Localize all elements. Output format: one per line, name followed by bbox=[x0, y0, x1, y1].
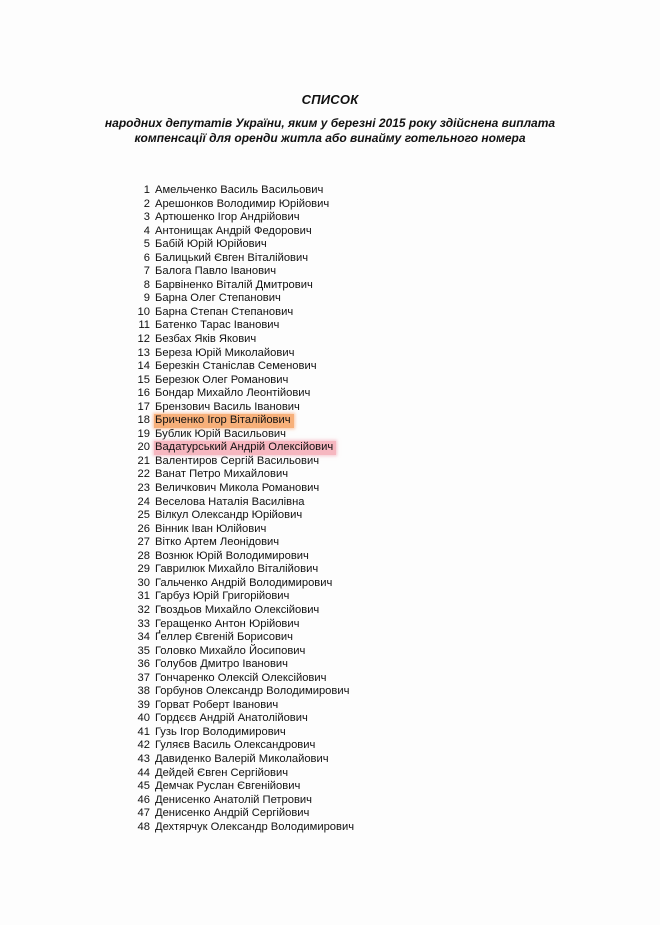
list-item-number: 24 bbox=[137, 495, 150, 508]
list-item bbox=[128, 563, 357, 577]
list-item-number: 35 bbox=[137, 644, 150, 657]
deputy-name: Величкович Микола Романович bbox=[155, 482, 320, 495]
list-item-number: 21 bbox=[137, 454, 150, 467]
list-item bbox=[128, 279, 357, 293]
list-item bbox=[128, 198, 357, 212]
list-item bbox=[128, 509, 357, 523]
deputy-name: Вілкул Олександр Юрійович bbox=[155, 509, 303, 522]
deputy-name: Амельченко Василь Васильович bbox=[155, 184, 324, 196]
list-item-number: 5 bbox=[143, 238, 150, 251]
list-item bbox=[128, 319, 357, 333]
list-item bbox=[128, 807, 357, 821]
deputy-name: Головко Михайло Йосипович bbox=[155, 644, 306, 657]
deputy-name: Горбунов Олександр Володимирович bbox=[155, 685, 350, 698]
list-item bbox=[128, 252, 357, 266]
deputy-name: Ґеллер Євгеній Борисович bbox=[155, 631, 293, 644]
list-item bbox=[128, 672, 357, 686]
list-item bbox=[128, 618, 357, 632]
list-item bbox=[128, 468, 357, 482]
deputy-name: Денисенко Анатолій Петрович bbox=[155, 793, 313, 806]
deputy-name: Денисенко Андрій Сергійович bbox=[155, 807, 310, 820]
deputy-name: Дейдей Євген Сергійович bbox=[155, 766, 289, 779]
list-item-number: 20 bbox=[137, 441, 150, 454]
list-item bbox=[128, 631, 357, 645]
list-item bbox=[128, 712, 357, 726]
list-item-number: 38 bbox=[137, 685, 150, 698]
highlighted-deputy-name: Бриченко Ігор Віталійович bbox=[154, 414, 294, 428]
list-item-number: 23 bbox=[137, 482, 150, 495]
list-item-number: 15 bbox=[137, 373, 150, 386]
list-item-number: 37 bbox=[137, 671, 150, 684]
list-item bbox=[128, 590, 357, 604]
deputy-name: Балицький Євген Віталійович bbox=[155, 251, 309, 264]
list-item bbox=[128, 225, 357, 239]
list-item-number: 44 bbox=[137, 766, 150, 779]
deputy-name: Бублик Юрій Васильович bbox=[155, 427, 286, 440]
list-item-number: 30 bbox=[137, 576, 150, 589]
deputy-name: Брензович Василь Іванович bbox=[155, 400, 300, 413]
deputy-name: Гальченко Андрій Володимирович bbox=[155, 576, 333, 589]
list-item-number: 18 bbox=[137, 414, 150, 427]
list-item-number: 45 bbox=[137, 780, 150, 793]
list-item bbox=[128, 374, 357, 388]
deputy-name: Геращенко Антон Юрійович bbox=[155, 617, 300, 630]
list-item bbox=[128, 387, 357, 401]
list-item bbox=[128, 645, 357, 659]
deputy-name: Артюшенко Ігор Андрійович bbox=[155, 211, 300, 224]
list-item bbox=[128, 767, 357, 781]
deputy-name: Гвоздьов Михайло Олексійович bbox=[155, 603, 320, 616]
list-item-number: 14 bbox=[137, 360, 150, 373]
list-item bbox=[128, 536, 357, 550]
deputy-name: Гарбуз Юрій Григорійович bbox=[155, 590, 290, 603]
deputy-name: Веселова Наталія Василівна bbox=[155, 495, 305, 508]
deputy-name: Ванат Петро Михайлович bbox=[155, 468, 289, 481]
list-item-number: 36 bbox=[137, 658, 150, 671]
document-title: СПИСОК bbox=[301, 92, 359, 107]
list-item-number: 29 bbox=[137, 563, 150, 576]
deputy-name: Безбах Яків Якович bbox=[155, 333, 257, 346]
list-item-number: 4 bbox=[143, 224, 150, 237]
deputy-name: Березкін Станіслав Семенович bbox=[155, 360, 317, 373]
list-item-number: 22 bbox=[137, 468, 150, 481]
deputy-name: Бондар Михайло Леонтійович bbox=[155, 387, 311, 400]
highlighted-deputy-name: Вадатурський Андрій Олексійович bbox=[154, 441, 336, 455]
deputy-name: Дехтярчук Олександр Володимирович bbox=[155, 820, 355, 833]
list-item bbox=[128, 496, 357, 510]
list-item bbox=[128, 211, 357, 225]
list-item-number: 13 bbox=[137, 346, 150, 359]
list-item bbox=[128, 821, 357, 835]
list-item bbox=[128, 685, 357, 699]
list-item bbox=[128, 523, 357, 537]
deputy-name: Демчак Руслан Євгенійович bbox=[155, 780, 301, 793]
list-item-number: 19 bbox=[137, 427, 150, 440]
deputy-name: Гаврилюк Михайло Віталійович bbox=[155, 563, 319, 576]
list-item bbox=[128, 780, 357, 794]
list-item-number: 40 bbox=[137, 712, 150, 725]
list-item-number: 9 bbox=[143, 292, 150, 305]
list-item-number: 31 bbox=[137, 590, 150, 603]
deputy-name: Балога Павло Іванович bbox=[155, 265, 277, 278]
list-item bbox=[128, 455, 357, 469]
list-item bbox=[128, 333, 357, 347]
list-item-number: 28 bbox=[137, 549, 150, 562]
document-subtitle bbox=[40, 116, 620, 146]
subtitle-line-1: народних депутатів України, яким у березні 2015 року здійснена виплата bbox=[104, 116, 556, 130]
list-item bbox=[128, 347, 357, 361]
list-item bbox=[128, 726, 357, 740]
list-item-number: 12 bbox=[137, 333, 150, 346]
deputy-name: Вінник Іван Юлійович bbox=[155, 522, 267, 535]
list-item-number: 10 bbox=[137, 305, 150, 318]
list-item-number: 26 bbox=[137, 522, 150, 535]
list-item-number: 3 bbox=[143, 211, 150, 224]
deputy-name: Арешонков Володимир Юрійович bbox=[155, 197, 330, 210]
list-item bbox=[128, 550, 357, 564]
list-item-number: 17 bbox=[137, 400, 150, 413]
list-item-number: 1 bbox=[143, 184, 150, 196]
deputy-name: Давиденко Валерій Миколайович bbox=[155, 752, 329, 765]
list-item bbox=[128, 414, 357, 428]
list-item bbox=[128, 401, 357, 415]
deputy-name: Барна Степан Степанович bbox=[155, 305, 294, 318]
deputy-name: Гузь Ігор Володимирович bbox=[155, 725, 286, 738]
list-item bbox=[128, 441, 357, 455]
list-item bbox=[128, 306, 357, 320]
list-item bbox=[128, 577, 357, 591]
list-item bbox=[128, 184, 357, 198]
list-item-number: 8 bbox=[143, 278, 150, 291]
list-item-number: 46 bbox=[137, 793, 150, 806]
list-item-number: 7 bbox=[143, 265, 150, 278]
deputy-name: Вітко Артем Леонідович bbox=[155, 536, 280, 549]
list-item-number: 41 bbox=[137, 725, 150, 738]
list-item bbox=[128, 699, 357, 713]
deputy-name: Гончаренко Олексій Олексійович bbox=[155, 671, 327, 684]
list-item bbox=[128, 238, 357, 252]
list-item bbox=[128, 753, 357, 767]
deputy-name: Береза Юрій Миколайович bbox=[155, 346, 295, 359]
list-item-number: 43 bbox=[137, 752, 150, 765]
list-item-number: 32 bbox=[137, 603, 150, 616]
list-item-number: 34 bbox=[137, 631, 150, 644]
subtitle-line-2: компенсації для оренди житла або винайму готельного номера bbox=[134, 131, 526, 145]
list-item-number: 39 bbox=[137, 698, 150, 711]
deputy-name: Бабій Юрій Юрійович bbox=[155, 238, 267, 251]
list-item bbox=[128, 794, 357, 808]
list-item-number: 16 bbox=[137, 387, 150, 400]
list-item bbox=[128, 739, 357, 753]
list-item bbox=[128, 482, 357, 496]
list-item bbox=[128, 360, 357, 374]
list-item-number: 33 bbox=[137, 617, 150, 630]
list-item bbox=[128, 428, 357, 442]
deputy-name: Березюк Олег Романович bbox=[155, 373, 289, 386]
list-item-number: 47 bbox=[137, 807, 150, 820]
list-item-number: 25 bbox=[137, 509, 150, 522]
deputy-name: Гуляєв Василь Олександрович bbox=[155, 739, 316, 752]
deputy-name: Гордєєв Андрій Анатолійович bbox=[155, 712, 308, 725]
deputy-name: Вознюк Юрій Володимирович bbox=[155, 549, 309, 562]
list-item-number: 11 bbox=[138, 319, 150, 332]
list-item bbox=[128, 658, 357, 672]
deputy-name: Батенко Тарас Іванович bbox=[155, 319, 280, 332]
list-item-number: 2 bbox=[143, 197, 150, 210]
deputy-name: Валентиров Сергій Васильович bbox=[155, 454, 320, 467]
deputy-name: Барвіненко Віталій Дмитрович bbox=[155, 278, 313, 291]
list-item-number: 27 bbox=[137, 536, 150, 549]
deputy-name: Горват Роберт Іванович bbox=[155, 698, 279, 711]
deputy-name: Антонищак Андрій Федорович bbox=[155, 224, 312, 237]
list-item-number: 42 bbox=[137, 739, 150, 752]
list-item bbox=[128, 604, 357, 618]
deputy-list bbox=[128, 184, 357, 834]
deputy-name: Барна Олег Степанович bbox=[155, 292, 281, 305]
list-item bbox=[128, 265, 357, 279]
list-item-number: 48 bbox=[137, 820, 150, 833]
list-item-number: 6 bbox=[143, 251, 150, 264]
list-item bbox=[128, 292, 357, 306]
deputy-name: Голубов Дмитро Іванович bbox=[155, 658, 288, 671]
